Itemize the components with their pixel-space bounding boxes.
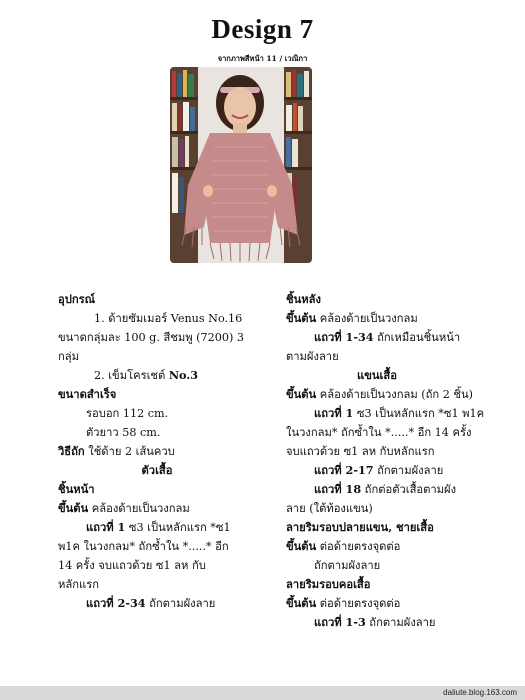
- body-heading: ตัวเสื้อ: [141, 463, 173, 477]
- watermark-bar: [0, 686, 525, 700]
- page-title: Design 7: [211, 14, 314, 44]
- material-item-1-cont: ขนาดกลุ่มละ 100 g. สีชมพู (7200) 3: [58, 331, 245, 344]
- model-photo: [170, 67, 312, 263]
- front-row1-line: [58, 518, 256, 537]
- photo-illustration: [170, 67, 312, 263]
- neck-row-line: [286, 613, 468, 632]
- back-heading: ชิ้นหลัง: [286, 292, 321, 306]
- sleeve-row18-cont: ลาย (ใต้ท้องแขน): [286, 502, 373, 515]
- front-start-text: คล้องด้ายเป็นวงกลม: [88, 502, 190, 515]
- sleeve-row1-cont: ในวงกลม* ถักซ้ำใน *.....* อีก 14 ครั้ง: [286, 426, 472, 439]
- front-row1-label: แถวที่ 1: [86, 520, 126, 534]
- back-row-cont: ตามผังลาย: [286, 350, 339, 363]
- edge-start-line: [286, 537, 468, 556]
- sleeve-row1-text: ซ3 เป็นหลักแรก *ซ1 พ1ค: [353, 407, 485, 420]
- neck-row-text: ถักตามผังลาย: [365, 616, 436, 629]
- edge-start-label: ขึ้นต้น: [286, 539, 317, 553]
- neck-heading: ลายริมรอบคอเสื้อ: [286, 577, 371, 591]
- neck-row-label: แถวที่ 1-3: [314, 615, 366, 629]
- sleeve-row2-line: [286, 461, 468, 480]
- material-item-2-size: No.3: [168, 368, 198, 382]
- sleeve-start-text: คล้องด้ายเป็นวงกลม (ถัก 2 ชิ้น): [316, 388, 474, 401]
- front-row1-cont2: 14 ครั้ง จบแถวด้วย ซ1 ลห กับ: [58, 559, 206, 572]
- material-item-1-cont2: กลุ่ม: [58, 350, 80, 363]
- sleeve-start-line: [286, 385, 474, 404]
- sleeve-row2-text: ถักตามผังลาย: [373, 464, 444, 477]
- front-start-label: ขึ้นต้น: [58, 501, 89, 515]
- front-row2-label: แถวที่ 2-34: [86, 596, 146, 610]
- method-line: [58, 442, 256, 461]
- edge-text: ถักตามผังลาย: [314, 559, 381, 572]
- front-row1-text: ซ3 เป็นหลักแรก *ซ1: [125, 521, 231, 534]
- back-start-text: คล้องด้ายเป็นวงกลม: [316, 312, 418, 325]
- front-row1-cont3: หลักแรก: [58, 578, 99, 591]
- sleeve-heading: แขนเสื้อ: [357, 368, 397, 382]
- page-subtitle: จากภาพสีหน้า 11 / เวณิกา: [217, 54, 308, 63]
- size-length: ตัวยาว 58 cm.: [86, 426, 161, 439]
- right-text-column: [286, 290, 485, 632]
- front-heading: ชิ้นหน้า: [58, 482, 95, 496]
- back-start-line: [286, 309, 468, 328]
- sleeve-row2-label: แถวที่ 2-17: [314, 463, 374, 477]
- sleeve-row18-line: [286, 480, 468, 499]
- edge-heading: ลายริมรอบปลายแขน, ชายเสื้อ: [286, 520, 434, 534]
- size-heading: ขนาดสำเร็จ: [58, 387, 117, 401]
- sleeve-row18-label: แถวที่ 18: [314, 482, 362, 496]
- back-start-label: ขึ้นต้น: [286, 311, 317, 325]
- materials-heading: อุปกรณ์: [58, 292, 95, 306]
- sleeve-row1-line: [286, 404, 485, 423]
- back-row-label: แถวที่ 1-34: [314, 330, 374, 344]
- front-row1-cont: พ1ค ในวงกลม* ถักซ้ำใน *.....* อีก: [58, 540, 229, 553]
- back-row-line: [286, 328, 468, 347]
- back-row-text: ถักเหมือนชิ้นหน้า: [373, 331, 461, 344]
- neck-start-label: ขึ้นต้น: [286, 596, 317, 610]
- sleeve-start-label: ขึ้นต้น: [286, 387, 317, 401]
- material-item-2-text: 2. เข็มโครเชต์: [94, 369, 169, 382]
- material-item-1: 1. ด้ายซัมเมอร์ Venus No.16: [94, 312, 243, 325]
- neck-start-text: ต่อด้ายตรงจุดต่อ: [316, 597, 401, 610]
- watermark-text: daliute.blog.163.com: [443, 688, 517, 697]
- front-row2-text: ถักตามผังลาย: [145, 597, 216, 610]
- front-row2-line: [58, 594, 256, 613]
- sleeve-row18-text: ถักต่อตัวเสื้อตามผัง: [361, 483, 457, 496]
- neck-start-line: [286, 594, 468, 613]
- left-text-column: [58, 290, 256, 613]
- front-start-line: [58, 499, 256, 518]
- sleeve-row1-cont2: จบแถวด้วย ซ1 ลห กับหลักแรก: [286, 445, 435, 458]
- sleeve-row1-label: แถวที่ 1: [314, 406, 354, 420]
- method-label: วิธีถัก: [58, 444, 85, 458]
- material-item-2: [58, 366, 256, 385]
- method-text: ใช้ด้าย 2 เส้นควบ: [84, 445, 175, 458]
- edge-start-text: ต่อด้ายตรงจุดต่อ: [316, 540, 401, 553]
- size-bust: รอบอก 112 cm.: [86, 407, 169, 420]
